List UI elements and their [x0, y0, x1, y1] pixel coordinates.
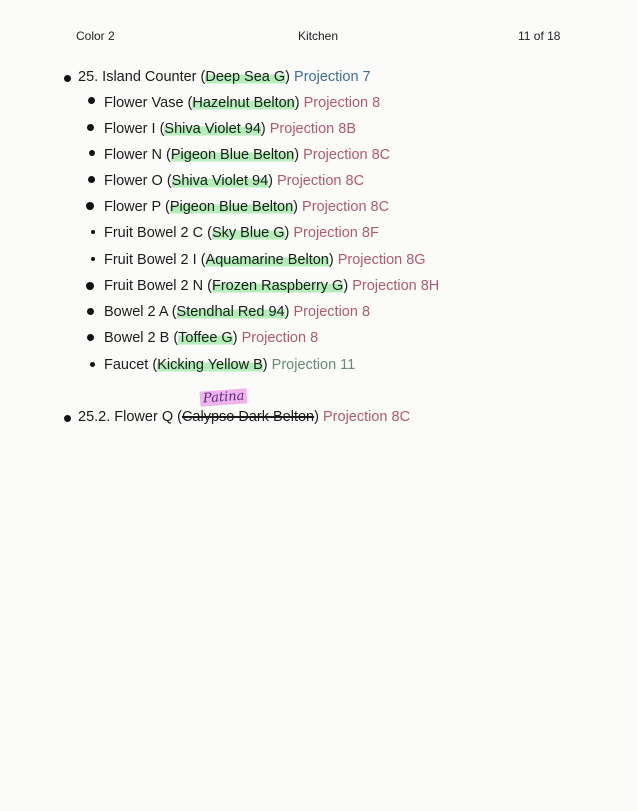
- close-paren: ): [268, 173, 273, 189]
- close-paren: ): [343, 278, 349, 294]
- close-paren: ): [314, 409, 319, 425]
- bullet: [86, 202, 94, 210]
- list-item: [104, 198, 389, 216]
- projection-label: Projection 8C: [277, 173, 365, 189]
- bullet: [88, 176, 95, 183]
- close-paren: ): [284, 304, 290, 320]
- bullet: [91, 257, 95, 261]
- close-paren: ): [262, 357, 268, 373]
- projection-label: Projection 8C: [302, 199, 390, 215]
- close-paren: ): [260, 121, 266, 137]
- color-name: Toffee G: [178, 330, 233, 346]
- header-color: Color 2: [76, 29, 115, 43]
- item-label: Bowel 2 B (: [104, 330, 179, 346]
- item-label: 25. Island Counter (: [78, 69, 206, 85]
- bullet: [87, 308, 94, 315]
- color-name: Shiva Violet 94: [171, 173, 269, 189]
- bullet: [88, 97, 95, 104]
- color-name: Shiva Violet 94: [164, 121, 261, 137]
- color-name: Stendhal Red 94: [176, 304, 285, 320]
- projection-label: Projection 11: [271, 357, 356, 373]
- header-section: Kitchen: [298, 29, 339, 43]
- color-name: Sky Blue G: [211, 225, 285, 241]
- projection-label: Projection 8: [241, 330, 319, 346]
- bullet: [91, 230, 95, 234]
- bullet: [64, 75, 71, 82]
- bullet: [90, 362, 95, 367]
- color-name: Deep Sea G: [205, 69, 286, 85]
- item-label: Fruit Bowel 2 I (: [104, 252, 206, 268]
- list-item: [78, 408, 410, 426]
- list-item: [78, 68, 371, 86]
- item-label: Fruit Bowel 2 N (: [104, 278, 212, 294]
- bullet: [87, 334, 94, 341]
- close-paren: ): [294, 147, 300, 163]
- list-item: [104, 251, 426, 269]
- projection-label: Projection 8: [303, 95, 381, 111]
- color-name: Frozen Raspberry G: [211, 278, 344, 294]
- item-label: Flower P (: [104, 199, 170, 215]
- projection-label: Projection 8C: [303, 147, 391, 163]
- item-label: Flower O (: [104, 173, 172, 189]
- list-item: [104, 277, 439, 295]
- color-name: Hazelnut Belton: [192, 95, 295, 111]
- list-item: [104, 224, 379, 242]
- projection-label: Projection 7: [294, 69, 371, 85]
- item-label: Flower Vase (: [104, 95, 193, 111]
- color-name: Aquamarine Belton: [205, 252, 329, 268]
- close-paren: ): [294, 95, 300, 111]
- header-page-number: 11 of 18: [518, 29, 561, 43]
- color-name: Kicking Yellow B: [157, 357, 263, 373]
- list-item: [104, 120, 356, 138]
- projection-label: Projection 8F: [293, 225, 379, 241]
- close-paren: ): [232, 330, 238, 346]
- projection-label: Projection 8: [293, 304, 371, 320]
- item-label: Fruit Bowel 2 C (: [104, 225, 212, 241]
- item-label: Flower N (: [104, 147, 171, 163]
- list-item: [104, 329, 318, 347]
- list-item: [104, 356, 355, 374]
- projection-label: Projection 8H: [352, 278, 440, 294]
- color-name: Pigeon Blue Belton: [170, 147, 295, 163]
- list-item: [104, 94, 380, 112]
- item-label: Bowel 2 A (: [104, 304, 177, 320]
- item-label: Faucet (: [104, 357, 158, 373]
- close-paren: ): [284, 225, 290, 241]
- list-item: [104, 146, 390, 164]
- bullet: [89, 150, 95, 156]
- close-paren: ): [285, 69, 291, 85]
- color-name-struck: Calypso Dark Belton: [181, 409, 315, 425]
- item-label: 25.2. Flower Q (: [78, 409, 182, 425]
- projection-label: Projection 8C: [323, 409, 411, 425]
- item-label: Flower I (: [104, 121, 165, 137]
- bullet: [87, 124, 94, 131]
- handwritten-annotation: Patina: [200, 388, 248, 406]
- close-paren: ): [293, 199, 298, 215]
- color-name: Pigeon Blue Belton: [169, 199, 294, 215]
- projection-label: Projection 8B: [269, 121, 357, 137]
- list-item: [104, 172, 364, 190]
- list-item: [104, 303, 370, 321]
- close-paren: ): [328, 252, 334, 268]
- bullet: [86, 282, 94, 290]
- projection-label: Projection 8G: [337, 252, 426, 268]
- bullet: [64, 415, 71, 422]
